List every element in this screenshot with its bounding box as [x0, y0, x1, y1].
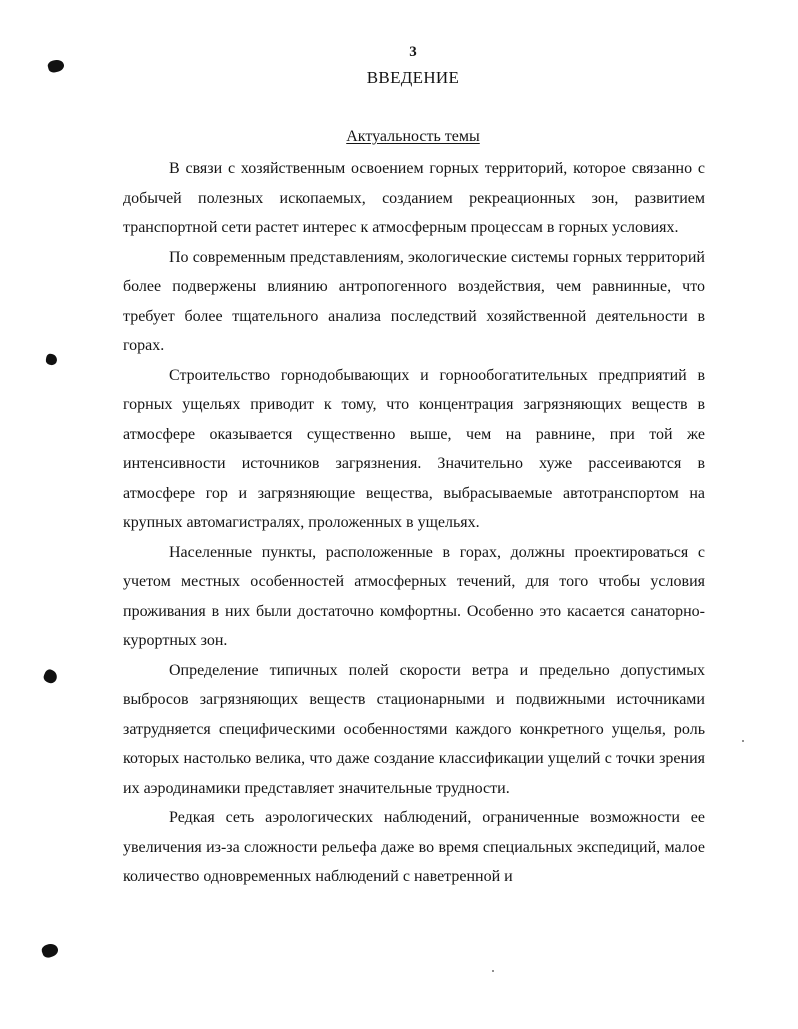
page-title: ВВЕДЕНИЕ	[366, 68, 460, 87]
paragraph: Строительство горнодобывающих и горнообогатительных предприятий в горных ущельях приводит к тому, что концентрация загрязняющих веществ в атмосфере оказывается существенно выше, чем на равнине, при той же интенсивности источников загрязнения. Значительно хуже рассеиваются в атмосфере гор и загрязняющие вещества, выбрасываемые автотранспортом на крупных автомагистралях, проложенных в ущельях.	[123, 366, 705, 531]
scan-speck	[742, 740, 744, 742]
paragraph: Редкая сеть аэрологических наблюдений, ограниченные возможности ее увеличения из-за сложности рельефа даже во время специальных экспедиций, малое количество одновременных наблюдений с наветренной и	[123, 809, 705, 885]
binder-hole-mark	[45, 353, 58, 366]
scan-speck	[492, 970, 494, 972]
binder-hole-mark	[40, 942, 59, 960]
body-text	[123, 154, 705, 892]
paragraph: Определение типичных полей скорости ветра и предельно допустимых выбросов загрязняющих веществ стационарными и подвижными источниками затрудняется специфическими особенностями каждого конкретного ущелья, роль которых настолько велика, что даже создание классификации ущелий с точки зрения их аэродинамики представляет значительные трудности.	[123, 661, 705, 797]
paragraph: В связи с хозяйственным освоением горных территорий, которое связанно с добычей полезных ископаемых, созданием рекреационных зон, развитием транспортной сети растет интерес к атмосферным процессам в горных условиях.	[123, 160, 705, 236]
page-number: 3	[409, 44, 417, 60]
paragraph: Населенные пункты, расположенные в горах, должны проектироваться с учетом местных особенностей атмосферных течений, для того чтобы условия проживания в них были достаточно комфортны. Особенно это касается санаторно-курортных зон.	[123, 543, 705, 649]
binder-hole-mark	[42, 668, 59, 685]
section-heading: Актуальность темы	[346, 128, 480, 145]
paragraph: По современным представлениям, экологические системы горных территорий более подвержены влиянию антропогенного воздействия, чем равнинные, что требует более тщательного анализа последствий хозяйственной деятельности в горах.	[123, 248, 705, 354]
